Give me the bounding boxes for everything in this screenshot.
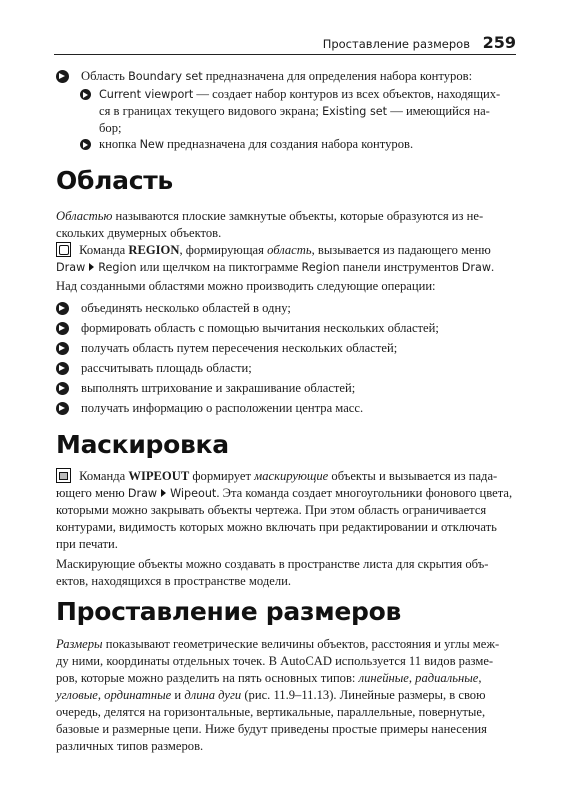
list-item: Область Boundary set предназначена для определения набора контуров:	[56, 68, 516, 85]
bullet-icon	[56, 342, 69, 355]
menu-arrow-icon	[161, 489, 166, 497]
bullet-icon	[56, 362, 69, 375]
bullet-icon	[56, 302, 69, 315]
list-item: объединять несколько областей в одну;	[56, 300, 291, 317]
bullet-icon	[56, 70, 69, 83]
bullet-icon	[80, 139, 91, 150]
list-item: рассчитывать площадь области;	[56, 360, 252, 377]
bullet-icon	[80, 89, 91, 100]
wipeout-icon	[56, 468, 71, 483]
wipeout-paragraph: Команда WIPEOUT формирует маскирующие объекты и вызывается из пада- ющего меню Draw Wipeout. Эта команда создает многоугольники фонового цвета, которыми можно закрывать объекты чертежа. При этом область ограничивается контурами, видимость которых можно включать при редактировании и отключать при печати.	[56, 469, 513, 551]
list-item: получать информацию о расположении центра масс.	[56, 400, 363, 417]
list-item: выполнять штрихование и закрашивание областей;	[56, 380, 355, 397]
region-command-paragraph: Команда REGION, формирующая область, вызывается из падающего меню Draw Region или щелчком на пиктограмме Region панели инструментов Draw.	[56, 243, 495, 274]
bullet-icon	[56, 402, 69, 415]
section-heading-maskirovka: Маскировка	[56, 430, 229, 459]
masking-paragraph-2: Маскирующие объекты можно создавать в пространстве листа для скрытия объ- ектов, находящихся в пространстве модели.	[56, 557, 489, 588]
section-heading-razmery: Проставление размеров	[56, 597, 401, 626]
oblast-definition: Областью называются плоские замкнутые объекты, которые образуются из не- скольких двумерных объектов.	[56, 209, 484, 240]
header-section-title: Проставление размеров	[322, 37, 470, 51]
bullet-icon	[56, 322, 69, 335]
section-heading-oblast: Область	[56, 166, 173, 195]
list-item: Current viewport — создает набор контуров из всех объектов, находящих- ся в границах текущего видового экрана; Existing set — имеющийся на- бор;	[80, 86, 514, 137]
menu-arrow-icon	[89, 263, 94, 271]
list-item: получать область путем пересечения нескольких областей;	[56, 340, 397, 357]
page-number: 259	[482, 33, 516, 52]
region-icon	[56, 242, 71, 257]
list-item: кнопка New предназначена для создания набора контуров.	[80, 136, 514, 153]
operations-intro: Над созданными областями можно производить следующие операции:	[56, 279, 436, 293]
bullet-icon	[56, 382, 69, 395]
dimensions-paragraph: Размеры показывают геометрические величины объектов, расстояния и углы меж- ду ними, координаты отдельных точек. В AutoCAD используется 11 видов разме- ров, которые можно разделить на пять основных типов: линейные, радиальные, угловые, ординатные и длина дуги (рис. 11.9–11.13). Линейные размеры, в свою очередь, делятся на горизонтальные, вертикальные, параллельные, повернутые, базовые и размерные цепи. Ниже будут приведены простые примеры нанесения различных типов размеров.	[56, 637, 500, 753]
running-header	[54, 30, 516, 55]
list-item: формировать область с помощью вычитания нескольких областей;	[56, 320, 439, 337]
